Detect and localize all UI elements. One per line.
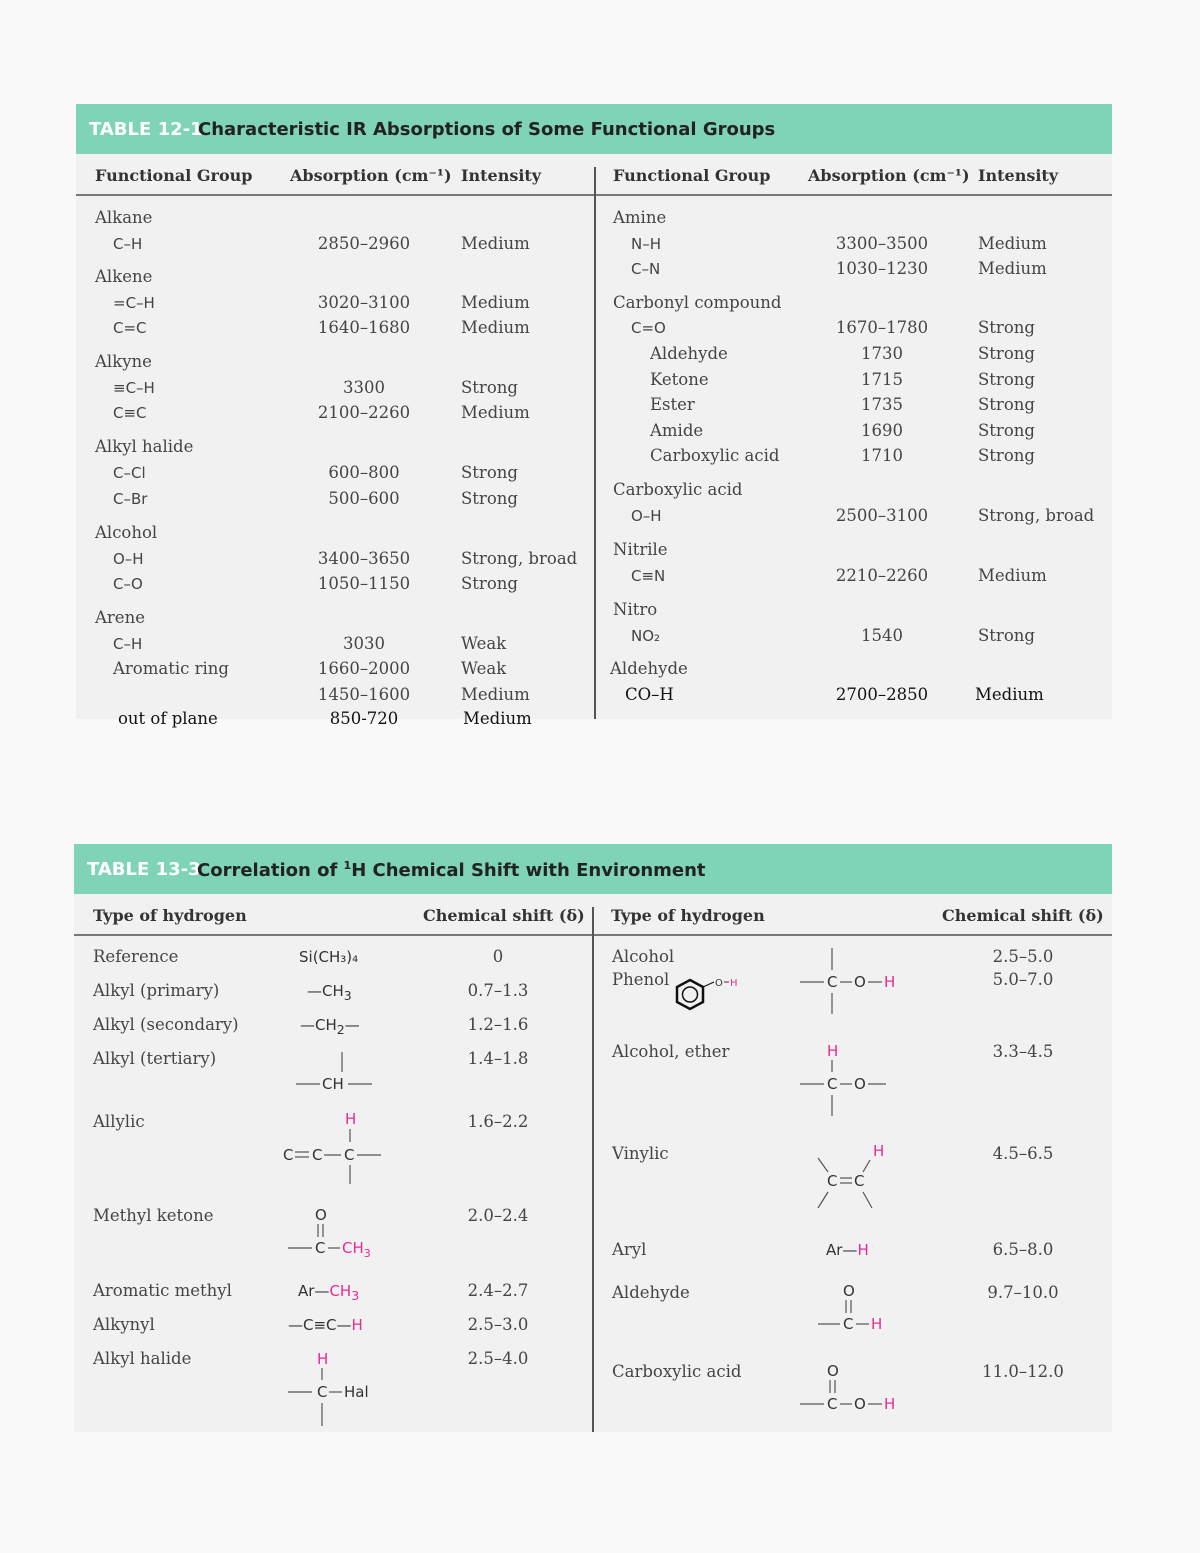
nmr-structure-methyl-ketone <box>284 1202 394 1262</box>
ir-header-group-right: Functional Group <box>613 166 771 185</box>
ir-absorption: 850-720 <box>329 709 399 728</box>
nmr-shift: 1.2–1.6 <box>467 1015 529 1034</box>
nmr-table-number: TABLE 13-3 <box>87 859 201 880</box>
svg-text:C: C <box>344 1146 355 1164</box>
ir-table-title: Characteristic IR Absorptions of Some Functional Groups <box>198 119 776 140</box>
ir-functional-group: O–H <box>631 507 662 525</box>
ir-functional-group: Alkene <box>95 267 153 286</box>
ir-functional-group: Carboxylic acid <box>650 446 780 465</box>
ir-absorption: 3300 <box>343 378 385 397</box>
nmr-shift: 1.4–1.8 <box>467 1049 529 1068</box>
ir-intensity: Strong <box>978 318 1035 337</box>
nmr-type: Aldehyde <box>612 1283 690 1302</box>
ir-absorption: 2500–3100 <box>835 506 929 525</box>
ir-absorption: 1540 <box>861 626 903 645</box>
ir-functional-group: Alkyne <box>95 352 152 371</box>
ir-header-absorption-right: Absorption (cm⁻¹) <box>808 166 970 185</box>
nmr-type: Alkynyl <box>93 1315 155 1334</box>
nmr-shift: 2.5–3.0 <box>467 1315 529 1334</box>
svg-text:O: O <box>843 1282 855 1300</box>
nmr-header-type-right: Type of hydrogen <box>611 906 765 925</box>
nmr-header-type-left: Type of hydrogen <box>93 906 247 925</box>
svg-text:O: O <box>854 973 866 991</box>
ir-intensity: Strong <box>978 344 1035 363</box>
nmr-type: Reference <box>93 947 179 966</box>
ir-intensity: Strong <box>978 421 1035 440</box>
nmr-shift: 6.5–8.0 <box>992 1240 1054 1259</box>
ir-absorption: 1030–1230 <box>835 259 929 278</box>
ir-intensity: Weak <box>461 634 507 653</box>
svg-text:C: C <box>827 973 838 991</box>
ir-functional-group: C=O <box>631 319 666 337</box>
ir-functional-group: =C–H <box>113 294 155 312</box>
ir-table <box>76 104 1112 728</box>
ir-intensity: Strong <box>461 489 518 508</box>
nmr-shift: 3.3–4.5 <box>992 1042 1054 1061</box>
ir-absorption: 1715 <box>861 370 903 389</box>
ir-absorption: 600–800 <box>328 463 400 482</box>
nmr-type: Alkyl (primary) <box>93 981 220 1000</box>
ir-functional-group: Ketone <box>650 370 709 389</box>
svg-text:C: C <box>317 1383 328 1401</box>
ir-functional-group: C–Br <box>113 490 148 508</box>
nmr-type: Carboxylic acid <box>612 1362 742 1381</box>
nmr-structure-allylic <box>279 1106 399 1191</box>
nmr-shift: 1.6–2.2 <box>467 1112 529 1131</box>
svg-text:Hal: Hal <box>344 1383 369 1401</box>
ir-absorption: 1735 <box>861 395 903 414</box>
svg-text:H: H <box>317 1350 329 1368</box>
ir-functional-group: out of plane <box>118 709 218 728</box>
svg-text:O: O <box>827 1362 839 1380</box>
ir-functional-group: Nitro <box>613 600 658 619</box>
nmr-structure-aldehyde <box>814 1278 914 1338</box>
ir-functional-group: N–H <box>631 235 661 253</box>
svg-text:H: H <box>873 1142 885 1160</box>
ir-absorption: 1640–1680 <box>317 318 411 337</box>
ir-functional-group: C≡C <box>113 404 147 422</box>
ir-functional-group: Carbonyl compound <box>613 293 782 312</box>
nmr-formula-primary: $—CH_3$ <box>307 982 352 1003</box>
ir-intensity: Medium <box>978 566 1047 585</box>
ir-absorption: 2100–2260 <box>317 403 411 422</box>
nmr-formula-alkynyl: —C≡C—H <box>288 1316 363 1334</box>
svg-text:O: O <box>854 1395 866 1413</box>
nmr-type: Alkyl halide <box>93 1349 192 1368</box>
ir-functional-group: Aldehyde <box>610 659 688 678</box>
ir-functional-group: C–O <box>113 575 143 593</box>
nmr-shift: 2.5–5.0 <box>992 947 1054 966</box>
ir-absorption: 1710 <box>861 446 903 465</box>
svg-text:H: H <box>730 978 738 989</box>
nmr-shift: 4.5–6.5 <box>992 1144 1054 1163</box>
nmr-shift: 0.7–1.3 <box>467 981 529 1000</box>
ir-intensity: Medium <box>461 403 530 422</box>
ir-functional-group: C–N <box>631 260 661 278</box>
ir-intensity: Strong, broad <box>461 549 578 568</box>
ir-intensity: Medium <box>461 685 530 704</box>
nmr-column-divider <box>592 907 594 1432</box>
nmr-table-title: Correlation of $^1$H Chemical Shift with Environment <box>197 859 706 881</box>
ir-functional-group: Aromatic ring <box>113 659 229 678</box>
ir-intensity: Medium <box>461 234 530 253</box>
ir-intensity: Strong <box>461 574 518 593</box>
ir-intensity: Strong <box>461 463 518 482</box>
ir-functional-group: C–H <box>113 635 143 653</box>
ir-header-intensity-left: Intensity <box>461 166 542 185</box>
svg-text:CH3: $CH_3$ <box>342 1239 371 1260</box>
ir-absorption: 1690 <box>861 421 903 440</box>
ir-functional-group: C=C <box>113 319 147 337</box>
ir-functional-group: Alkyl halide <box>95 437 194 456</box>
ir-intensity: Medium <box>978 259 1047 278</box>
ir-absorption: 1670–1780 <box>835 318 929 337</box>
svg-text:O: O <box>854 1075 866 1093</box>
nmr-structure-alcohol-ether <box>796 1038 916 1120</box>
phenol-ring-icon <box>670 974 750 1020</box>
ir-functional-group: C≡N <box>631 567 666 585</box>
nmr-type: Aromatic methyl <box>93 1281 232 1300</box>
nmr-structure-carboxylic-acid <box>796 1358 916 1418</box>
ir-functional-group: Ester <box>650 395 695 414</box>
ir-functional-group: C–H <box>113 235 143 253</box>
nmr-type: Allylic <box>93 1112 145 1131</box>
ir-functional-group: C–Cl <box>113 464 146 482</box>
ir-intensity: Strong <box>978 626 1035 645</box>
ir-intensity: Medium <box>461 318 530 337</box>
nmr-type: Alcohol <box>612 947 675 966</box>
ir-intensity: Weak <box>461 659 507 678</box>
nmr-table <box>74 844 1112 1432</box>
ir-functional-group: Amide <box>650 421 704 440</box>
nmr-structure-alcohol <box>796 944 916 1019</box>
ir-header-absorption-left: Absorption (cm⁻¹) <box>290 166 452 185</box>
ir-functional-group: Nitrile <box>613 540 668 559</box>
nmr-structure-vinylic <box>810 1138 910 1220</box>
ir-intensity: Strong <box>978 395 1035 414</box>
ir-table-title-band <box>76 104 1112 154</box>
ir-intensity: Medium <box>975 685 1044 704</box>
ir-functional-group: Alcohol <box>95 523 158 542</box>
nmr-structure-alkyl-halide <box>284 1346 394 1430</box>
svg-text:C: C <box>843 1315 854 1333</box>
svg-text:H: H <box>884 973 896 991</box>
svg-text:H: H <box>345 1110 357 1128</box>
ir-absorption: 2210–2260 <box>835 566 929 585</box>
svg-text:H: H <box>827 1042 839 1060</box>
ir-column-divider <box>594 167 596 719</box>
nmr-shift: 5.0–7.0 <box>992 970 1054 989</box>
ir-absorption: 3030 <box>343 634 385 653</box>
svg-text:O: O <box>315 1206 327 1224</box>
ir-functional-group: Aldehyde <box>650 344 728 363</box>
ir-absorption: 1730 <box>861 344 903 363</box>
ir-functional-group: Arene <box>95 608 145 627</box>
nmr-type: Vinylic <box>612 1144 669 1163</box>
ir-absorption: 500–600 <box>328 489 400 508</box>
ir-intensity: Strong <box>978 370 1035 389</box>
nmr-type: Alkyl (tertiary) <box>93 1049 217 1068</box>
svg-text:H: H <box>871 1315 883 1333</box>
ir-absorption: 2850–2960 <box>317 234 411 253</box>
svg-text:C: C <box>312 1146 323 1164</box>
ir-header-group-left: Functional Group <box>95 166 253 185</box>
ir-intensity: Medium <box>463 709 532 728</box>
svg-text:O: O <box>715 978 723 989</box>
nmr-type: Methyl ketone <box>93 1206 214 1225</box>
ir-absorption: 1660–2000 <box>317 659 411 678</box>
ir-functional-group: CO–H <box>625 685 674 704</box>
ir-absorption: 1450–1600 <box>317 685 411 704</box>
nmr-structure-tertiary <box>284 1044 384 1099</box>
ir-intensity: Strong <box>978 446 1035 465</box>
ir-intensity: Medium <box>461 293 530 312</box>
ir-header-intensity-right: Intensity <box>978 166 1059 185</box>
ir-functional-group: Carboxylic acid <box>613 480 743 499</box>
ir-absorption: 3020–3100 <box>317 293 411 312</box>
svg-text:H: H <box>884 1395 896 1413</box>
svg-text:CH: CH <box>322 1075 344 1093</box>
nmr-formula-reference: Si(CH₃)₄ <box>299 948 359 966</box>
nmr-shift: 2.4–2.7 <box>467 1281 529 1300</box>
nmr-type: Phenol <box>612 970 670 989</box>
nmr-table-title-band <box>74 844 1112 894</box>
ir-absorption: 1050–1150 <box>317 574 411 593</box>
nmr-header-shift-right: Chemical shift (δ) <box>942 906 1104 925</box>
nmr-shift: 2.0–2.4 <box>467 1206 529 1225</box>
nmr-formula-aryl: Ar—H <box>826 1241 869 1259</box>
nmr-formula-secondary: $—CH_2—$ <box>300 1016 360 1037</box>
nmr-shift: 9.7–10.0 <box>987 1283 1059 1302</box>
ir-table-number: TABLE 12-1 <box>89 119 203 140</box>
nmr-header-shift-left: Chemical shift (δ) <box>423 906 585 925</box>
ir-functional-group: ≡C–H <box>113 379 155 397</box>
svg-text:C: C <box>283 1146 294 1164</box>
nmr-type: Aryl <box>612 1240 647 1259</box>
nmr-shift: 0 <box>492 947 504 966</box>
svg-text:C: C <box>827 1075 838 1093</box>
ir-functional-group: Alkane <box>95 208 153 227</box>
svg-text:C: C <box>315 1239 326 1257</box>
nmr-shift: 2.5–4.0 <box>467 1349 529 1368</box>
svg-text:C: C <box>854 1172 865 1190</box>
ir-functional-group: NO₂ <box>631 627 661 645</box>
nmr-type: Alcohol, ether <box>612 1042 730 1061</box>
ir-absorption: 2700–2850 <box>835 685 929 704</box>
nmr-formula-aromatic-methyl: $Ar—CH_3$ <box>298 1282 360 1303</box>
svg-text:C: C <box>827 1395 838 1413</box>
nmr-shift: 11.0–12.0 <box>982 1362 1064 1381</box>
svg-text:C: C <box>827 1172 838 1190</box>
ir-intensity: Medium <box>978 234 1047 253</box>
ir-functional-group: O–H <box>113 550 144 568</box>
ir-absorption: 3300–3500 <box>835 234 929 253</box>
ir-intensity: Strong <box>461 378 518 397</box>
ir-intensity: Strong, broad <box>978 506 1095 525</box>
ir-absorption: 3400–3650 <box>317 549 411 568</box>
nmr-type: Alkyl (secondary) <box>93 1015 239 1034</box>
ir-functional-group: Amine <box>613 208 667 227</box>
